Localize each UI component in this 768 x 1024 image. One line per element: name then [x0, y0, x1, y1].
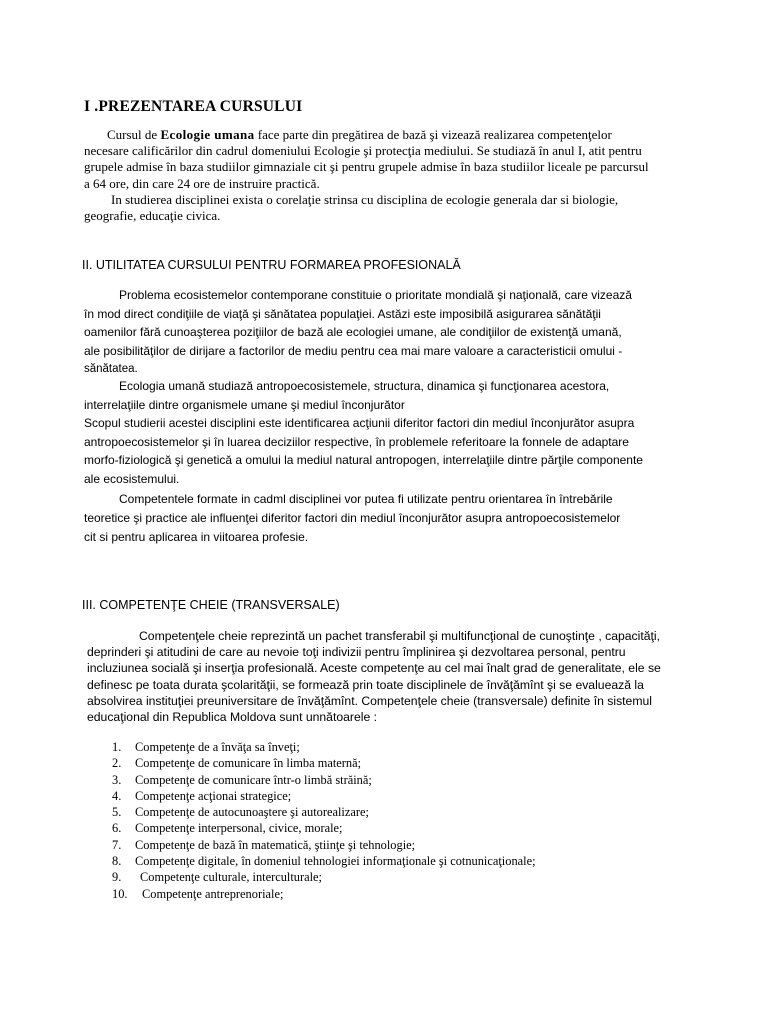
list-item [112, 853, 536, 869]
paragraph-line: ale posibilităţilor de dirijare a factorilor de mediu pentru cea mai mare valoare a caracteristicii omului - [84, 343, 623, 358]
list-item-number: 9. [112, 870, 122, 885]
list-item [112, 820, 536, 836]
course-name: Ecologie umana [160, 127, 255, 142]
section-3-paragraph-1 [87, 628, 661, 725]
paragraph-line: antropoecosistemelor şi în luarea deciziilor respective, în problemele referitoare la fonnele de adaptare [84, 434, 629, 449]
list-item-text: Competenţe de a învăţa sa înveţi; [135, 740, 300, 754]
key-competences-list [112, 739, 536, 902]
paragraph-line: definesc pe toata durata şcolarităţii, se formează prin toate disciplinele de învăţămînt şi se evaluează la [87, 677, 644, 692]
list-item-text: Competenţe interpersonal, civice, morale; [135, 821, 343, 836]
list-item-text: Competenţe de autocunoaştere şi autorealizare; [135, 805, 369, 820]
section-2-heading: II. UTILITATEA CURSULUI PENTRU FORMAREA PROFESIONALĂ [82, 258, 461, 272]
text-run: face parte din pregătirea de bază şi vizează realizarea competenţelor [254, 127, 612, 142]
list-item-text: Competenţe de bază în matematică, ştiinţe şi tehnologie; [135, 837, 416, 852]
paragraph-line: ale ecosistemului. [84, 471, 180, 486]
list-item-number: 1. [112, 740, 122, 754]
paragraph-line: geografie, educaţie civica. [84, 208, 221, 224]
list-item-number: 10. [112, 886, 128, 901]
list-item [112, 755, 536, 771]
section-2-paragraph-2 [84, 377, 643, 489]
paragraph-line: In studierea disciplinei exista o corelaţie strinsa cu disciplina de ecologie generala dar si biologie, [111, 192, 619, 207]
paragraph-line: morfo-fiziologică şi genetică a omului la mediul natural antropogen, interrelaţiile dintre părţile componente [84, 453, 643, 468]
section-2-paragraph-3 [84, 490, 620, 547]
paragraph-line: grupele admise în baza studiilor gimnaziale cit şi pentru grupele admise în baza studiilor liceale pe parcursul [84, 159, 649, 175]
paragraph-line: a 64 ore, din care 24 ore de instruire practică. [84, 175, 320, 191]
list-item [112, 739, 536, 755]
paragraph-line: oamenilor fără cunoaşterea poziţiilor de bază ale ecologiei umane, ale condiţiilor de existenţă umană, [84, 325, 622, 340]
list-item-text: Competenţe acţionai strategice; [135, 788, 292, 803]
list-item [112, 804, 536, 820]
paragraph-line: sănătatea. [84, 363, 138, 376]
list-item [112, 869, 536, 885]
paragraph-line: necesare calificărilor din cadrul domeniului Ecologie şi protecţia mediului. Se studiază în anul I, atit pentru [84, 143, 642, 159]
paragraph-line: Scopul studierii acestei disciplini este identificarea acţiunii diferitor factori din mediul înconjurător asupra [84, 416, 635, 431]
paragraph-line: Competentele formate in cadml disciplinei vor putea fi utilizate pentru orientarea în întrebările [119, 492, 613, 506]
list-item [112, 837, 536, 853]
list-item [112, 772, 536, 788]
paragraph-line: cit si pentru aplicarea in viitoarea profesie. [84, 530, 309, 544]
list-item-number: 4. [112, 788, 122, 803]
list-item-number: 8. [112, 854, 122, 869]
paragraph-line: teoretice şi practice ale influenţei diferitor factori din mediul înconjurător asupra antropoecosistemelor [84, 511, 621, 525]
paragraph-line: Ecologia umană studiază antropoecosistemele, structura, dinamica şi funcţionarea acestora, [119, 379, 610, 393]
list-item [112, 788, 536, 804]
list-item [112, 886, 536, 902]
section-3-heading: III. COMPETENŢE CHEIE (TRANSVERSALE) [82, 598, 340, 612]
text-run: Cursul de [107, 127, 161, 142]
list-item-number: 6. [112, 821, 122, 836]
list-item-text: Competenţe culturale, interculturale; [140, 870, 322, 885]
list-item-text: Competenţe de comunicare în limba maternă; [135, 756, 362, 771]
list-item-text: Competenţe de comunicare într-o limbă străină; [135, 772, 372, 787]
section-2-paragraph-1 [84, 286, 632, 379]
paragraph-line: deprinderi şi atitudini de care au nevoie toţi indivizii pentru împlinirea şi dezvoltarea personal, pentru [87, 645, 626, 660]
section-1-paragraph-1 [84, 127, 649, 192]
list-item-text: Competenţe digitale, în domeniul tehnologiei informaţionale şi cotnunicaţionale; [135, 854, 536, 869]
paragraph-line: Problema ecosistemelor contemporane constituie o prioritate mondială şi naţională, care vizează [119, 288, 632, 302]
paragraph-line: în mod direct condiţiile de viaţă şi sănătatea populaţiei. Astăzi este imposibilă asigurarea sănătăţii [84, 306, 601, 321]
section-1-paragraph-2 [84, 192, 618, 224]
list-item-number: 3. [112, 772, 122, 787]
list-item-number: 2. [112, 756, 122, 771]
paragraph-line: Competenţele cheie reprezintă un pachet transferabil şi multifuncţional de cunoştinţe , capacităţi, [139, 629, 660, 643]
paragraph-line: interrelaţiile dintre organismele umane şi mediul înconjurător [84, 397, 405, 412]
list-item-number: 7. [112, 837, 122, 852]
paragraph-line [84, 127, 649, 143]
paragraph-line: educaţional din Republica Moldova sunt unnătoarele : [87, 710, 377, 725]
paragraph-line: absolvirea instituţiei preuniversitare de învăţămînt. Competenţele cheie (transversale) definite în sistemul [87, 693, 652, 708]
list-item-text: Competenţe antreprenoriale; [142, 886, 284, 901]
section-1-heading: I .PREZENTAREA CURSULUI [84, 98, 303, 115]
paragraph-line: incluziunea socială şi inserţia profesională. Aceste competenţe au cel mai înalt grad de generalitate, ele se [87, 661, 661, 676]
list-item-number: 5. [112, 805, 122, 820]
